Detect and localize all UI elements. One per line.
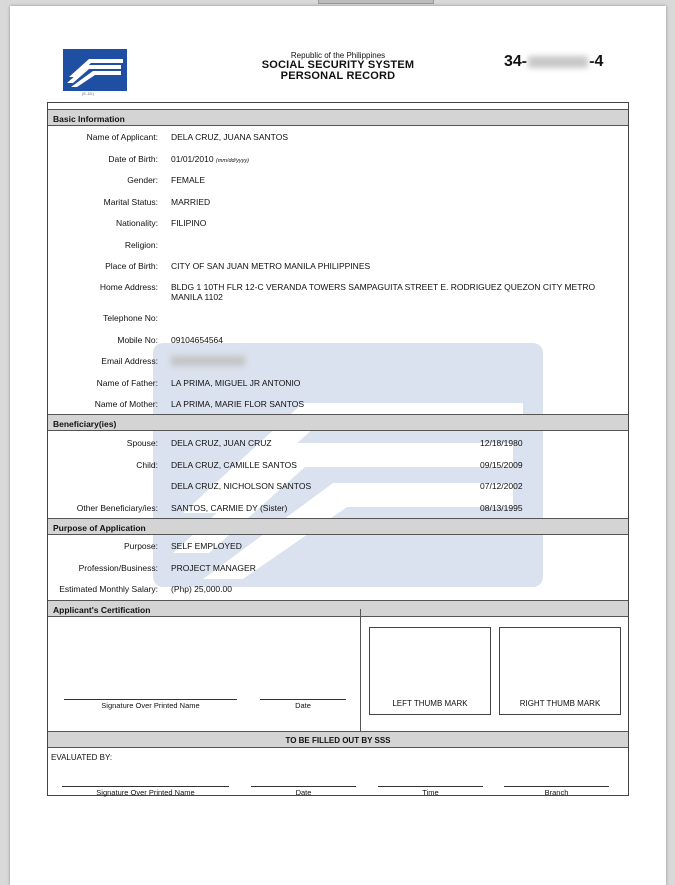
row-beneficiary — [48, 438, 628, 452]
value-email-redacted — [171, 356, 245, 368]
label-beneficiary: Spouse: — [126, 438, 158, 448]
value-date-of-birth — [171, 154, 249, 164]
applicant-date-caption: Date — [295, 701, 311, 710]
applicant-signature-line[interactable] — [64, 699, 237, 700]
label-purpose: Purpose: — [123, 541, 158, 551]
document-page — [10, 6, 666, 885]
evaluator-date-caption: Date — [295, 788, 312, 797]
value-beneficiary-name: DELA CRUZ, CAMILLE SANTOS — [171, 460, 297, 470]
value-beneficiary-date: 12/18/1980 — [480, 438, 523, 448]
value-nationality: FILIPINO — [171, 218, 207, 228]
label-nationality: Nationality: — [115, 218, 158, 228]
ss-number-prefix: 34- — [504, 53, 528, 70]
republic-text: Republic of the Philippines — [290, 51, 386, 60]
row-beneficiary — [48, 460, 628, 474]
row-salary — [48, 584, 628, 598]
section-basic-information: Basic Information — [48, 109, 628, 126]
value-mother: LA PRIMA, MARIE FLOR SANTOS — [171, 399, 305, 409]
title-personal-record: PERSONAL RECORD — [280, 70, 396, 82]
value-mobile: 09104654564 — [171, 335, 224, 345]
label-religion: Religion: — [124, 240, 158, 250]
sss-logo — [63, 49, 127, 91]
label-mother: Name of Mother: — [94, 399, 158, 409]
value-marital-status: MARRIED — [171, 197, 211, 207]
value-purpose: SELF EMPLOYED — [171, 541, 242, 551]
row-religion — [48, 240, 628, 254]
label-beneficiary: Other Beneficiary/ies: — [76, 503, 158, 513]
row-email — [48, 356, 628, 370]
value-gender: FEMALE — [171, 175, 206, 185]
label-marital-status: Marital Status: — [103, 197, 158, 207]
certification-divider — [360, 609, 361, 731]
row-place-of-birth — [48, 261, 628, 275]
evaluator-date-line[interactable] — [251, 786, 356, 787]
section-beneficiaries: Beneficiary(ies) — [48, 414, 628, 431]
ss-number-suffix: -4 — [589, 53, 604, 70]
label-gender: Gender: — [127, 175, 158, 185]
row-profession — [48, 563, 628, 577]
label-email: Email Address: — [101, 356, 158, 366]
label-date-of-birth: Date of Birth: — [108, 154, 158, 164]
value-beneficiary-name: SANTOS, CARMIE DY (Sister) — [171, 503, 288, 513]
label-salary: Estimated Monthly Salary: — [59, 584, 158, 594]
row-marital-status — [48, 197, 628, 211]
label-telephone: Telephone No: — [103, 313, 158, 323]
row-gender — [48, 175, 628, 189]
evaluated-by-label: EVALUATED BY: — [51, 753, 113, 762]
evaluator-signature-line[interactable] — [62, 786, 229, 787]
personal-record-form — [47, 102, 629, 796]
row-purpose — [48, 541, 628, 555]
applicant-date-line[interactable] — [260, 699, 346, 700]
ss-number — [504, 53, 603, 71]
value-salary: (Php) 25,000.00 — [171, 584, 232, 594]
ss-number-redacted — [528, 56, 588, 68]
certification-area — [48, 609, 628, 731]
evaluator-signature-caption: Signature Over Printed Name — [96, 788, 195, 797]
row-mobile — [48, 335, 628, 349]
evaluator-branch-caption: Branch — [544, 788, 569, 797]
label-beneficiary: Child: — [136, 460, 158, 470]
row-mother — [48, 399, 628, 413]
row-beneficiary — [48, 481, 628, 495]
label-home-address: Home Address: — [99, 282, 158, 292]
document-header — [238, 52, 438, 82]
value-beneficiary-name: DELA CRUZ, JUAN CRUZ — [171, 438, 272, 448]
left-thumb-mark-box — [369, 627, 491, 715]
evaluator-time-line[interactable] — [378, 786, 483, 787]
email-redaction — [171, 356, 245, 366]
label-father: Name of Father: — [96, 378, 158, 388]
label-mobile: Mobile No: — [117, 335, 158, 345]
value-beneficiary-date: 09/15/2009 — [480, 460, 523, 470]
value-place-of-birth: CITY OF SAN JUAN METRO MANILA PHILIPPINES — [171, 261, 371, 271]
section-purpose-of-application: Purpose of Application — [48, 518, 628, 535]
value-beneficiary-date: 07/12/2002 — [480, 481, 523, 491]
evaluator-branch-line[interactable] — [504, 786, 609, 787]
value-home-address: BLDG 1 10TH FLR 12-C VERANDA TOWERS SAMPAGUITA STREET E. RODRIGUEZ QUEZON CITY METRO MANILA 1102 — [171, 282, 596, 302]
title-sss: SOCIAL SECURITY SYSTEM — [261, 59, 415, 71]
applicant-signature-caption: Signature Over Printed Name — [101, 701, 200, 710]
dob-value: 01/01/2010 — [171, 154, 214, 164]
row-telephone — [48, 313, 628, 327]
row-beneficiary — [48, 503, 628, 517]
row-date-of-birth — [48, 154, 628, 168]
row-nationality — [48, 218, 628, 232]
sss-use-only-header: TO BE FILLED OUT BY SSS — [48, 731, 628, 748]
label-place-of-birth: Place of Birth: — [105, 261, 158, 271]
row-father — [48, 378, 628, 392]
value-beneficiary-name: DELA CRUZ, NICHOLSON SANTOS — [171, 481, 312, 491]
row-home-address — [48, 282, 628, 306]
right-thumb-mark-box — [499, 627, 621, 715]
label-name-of-applicant: Name of Applicant: — [86, 132, 158, 142]
evaluator-time-caption: Time — [422, 788, 439, 797]
value-profession: PROJECT MANAGER — [171, 563, 256, 573]
value-beneficiary-date: 08/13/1995 — [480, 503, 523, 513]
value-father: LA PRIMA, MIGUEL JR ANTONIO — [171, 378, 301, 388]
left-thumb-mark-label: LEFT THUMB MARK — [392, 699, 468, 708]
dob-format-hint: (mm/dd/yyyy) — [215, 158, 249, 164]
row-name-of-applicant — [48, 132, 628, 146]
viewer-toolbar-tab[interactable] — [318, 0, 434, 4]
value-name-of-applicant: DELA CRUZ, JUANA SANTOS — [171, 132, 288, 142]
logo-caption: (E-1D) — [82, 91, 94, 96]
section-applicant-certification: Applicant's Certification — [48, 600, 628, 617]
label-profession: Profession/Business: — [78, 563, 158, 573]
right-thumb-mark-label: RIGHT THUMB MARK — [519, 699, 601, 708]
